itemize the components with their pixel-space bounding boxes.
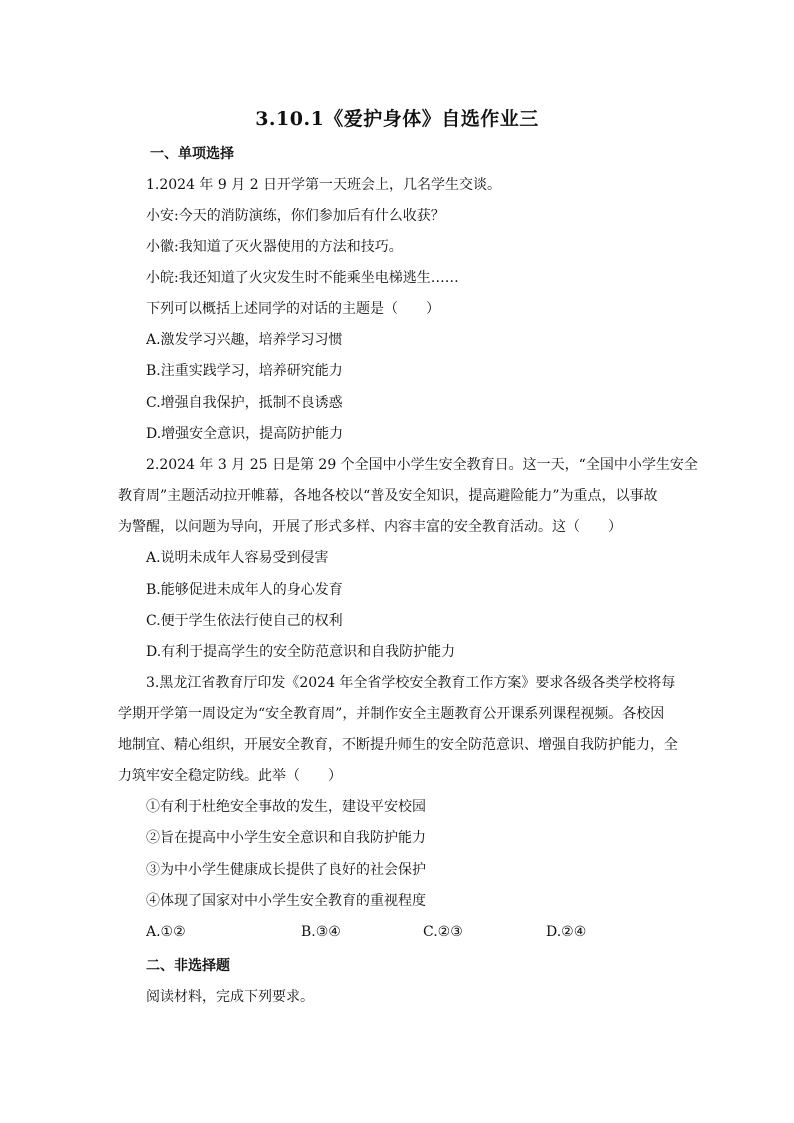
question-3-statement-2: ②旨在提高中小学生安全意识和自我防护能力 <box>146 830 426 846</box>
question-3-line-1: 3.黑龙江省教育厅印发《2024 年全省学校安全教育工作方案》要求各级各类学校将每 <box>146 675 676 691</box>
question-3-statement-1: ①有利于杜绝安全事故的发生，建设平安校园 <box>146 799 426 815</box>
question-2-option-d: D.有利于提高学生的安全防范意识和自我防护能力 <box>146 644 456 660</box>
question-2-option-c: C.便于学生依法行使自己的权利 <box>146 613 343 629</box>
question-2-line-2: 教育周”主题活动拉开帷幕，各地各校以“普及安全知识，提高避险能力”为重点，以事故 <box>118 488 658 504</box>
question-3-option-d: D.②④ <box>546 924 587 940</box>
question-1-stem: 1.2024 年 9 月 2 日开学第一天班会上，几名学生交谈。 <box>146 177 502 193</box>
reading-instruction: 阅读材料，完成下列要求。 <box>146 989 314 1005</box>
question-1-option-b: B.注重实践学习，培养研究能力 <box>146 363 343 379</box>
question-3-line-2: 学期开学第一周设定为“安全教育周”，并制作安全主题教育公开课系列课程视频。各校因 <box>118 706 665 722</box>
question-3-line-4: 力筑牢安全稳定防线。此举（ ） <box>118 768 342 784</box>
question-2-line-1: 2.2024 年 3 月 25 日是第 29 个全国中小学生安全教育日。这一天，“全国中小学生安全 <box>146 457 698 473</box>
question-2-line-3: 为警醒，以问题为导向，开展了形式多样、内容丰富的安全教育活动。这（ ） <box>118 519 622 535</box>
question-2-option-a: A.说明未成年人容易受到侵害 <box>146 550 329 566</box>
section-heading-single-choice: 一、单项选择 <box>150 146 234 162</box>
question-1-ask: 下列可以概括上述同学的对话的主题是（ ） <box>146 301 440 317</box>
question-3-statement-3: ③为中小学生健康成长提供了良好的社会保护 <box>146 862 426 878</box>
question-3-option-c: C.②③ <box>423 924 463 940</box>
question-1-dialogue-1: 小安:今天的消防演练，你们参加后有什么收获？ <box>146 208 445 224</box>
question-1-dialogue-2: 小徽:我知道了灭火器使用的方法和技巧。 <box>146 239 403 255</box>
question-3-line-3: 地制宜、精心组织，开展安全教育，不断提升师生的安全防范意识、增强自我防护能力，全 <box>118 737 678 753</box>
question-1-option-c: C.增强自我保护，抵制不良诱惑 <box>146 395 343 411</box>
document-title: 3.10.1《爱护身体》自选作业三 <box>255 108 539 130</box>
section-heading-non-choice: 二、非选择题 <box>146 958 230 974</box>
question-3-option-a: A.①② <box>146 924 186 940</box>
question-1-option-a: A.激发学习兴趣，培养学习习惯 <box>146 332 343 348</box>
question-1-dialogue-3: 小皖:我还知道了火灾发生时不能乘坐电梯逃生…… <box>146 270 459 286</box>
question-3-statement-4: ④体现了国家对中小学生安全教育的重视程度 <box>146 893 426 909</box>
question-1-option-d: D.增强安全意识，提高防护能力 <box>146 426 344 442</box>
question-2-option-b: B.能够促进未成年人的身心发育 <box>146 582 343 598</box>
question-3-option-b: B.③④ <box>301 924 341 940</box>
